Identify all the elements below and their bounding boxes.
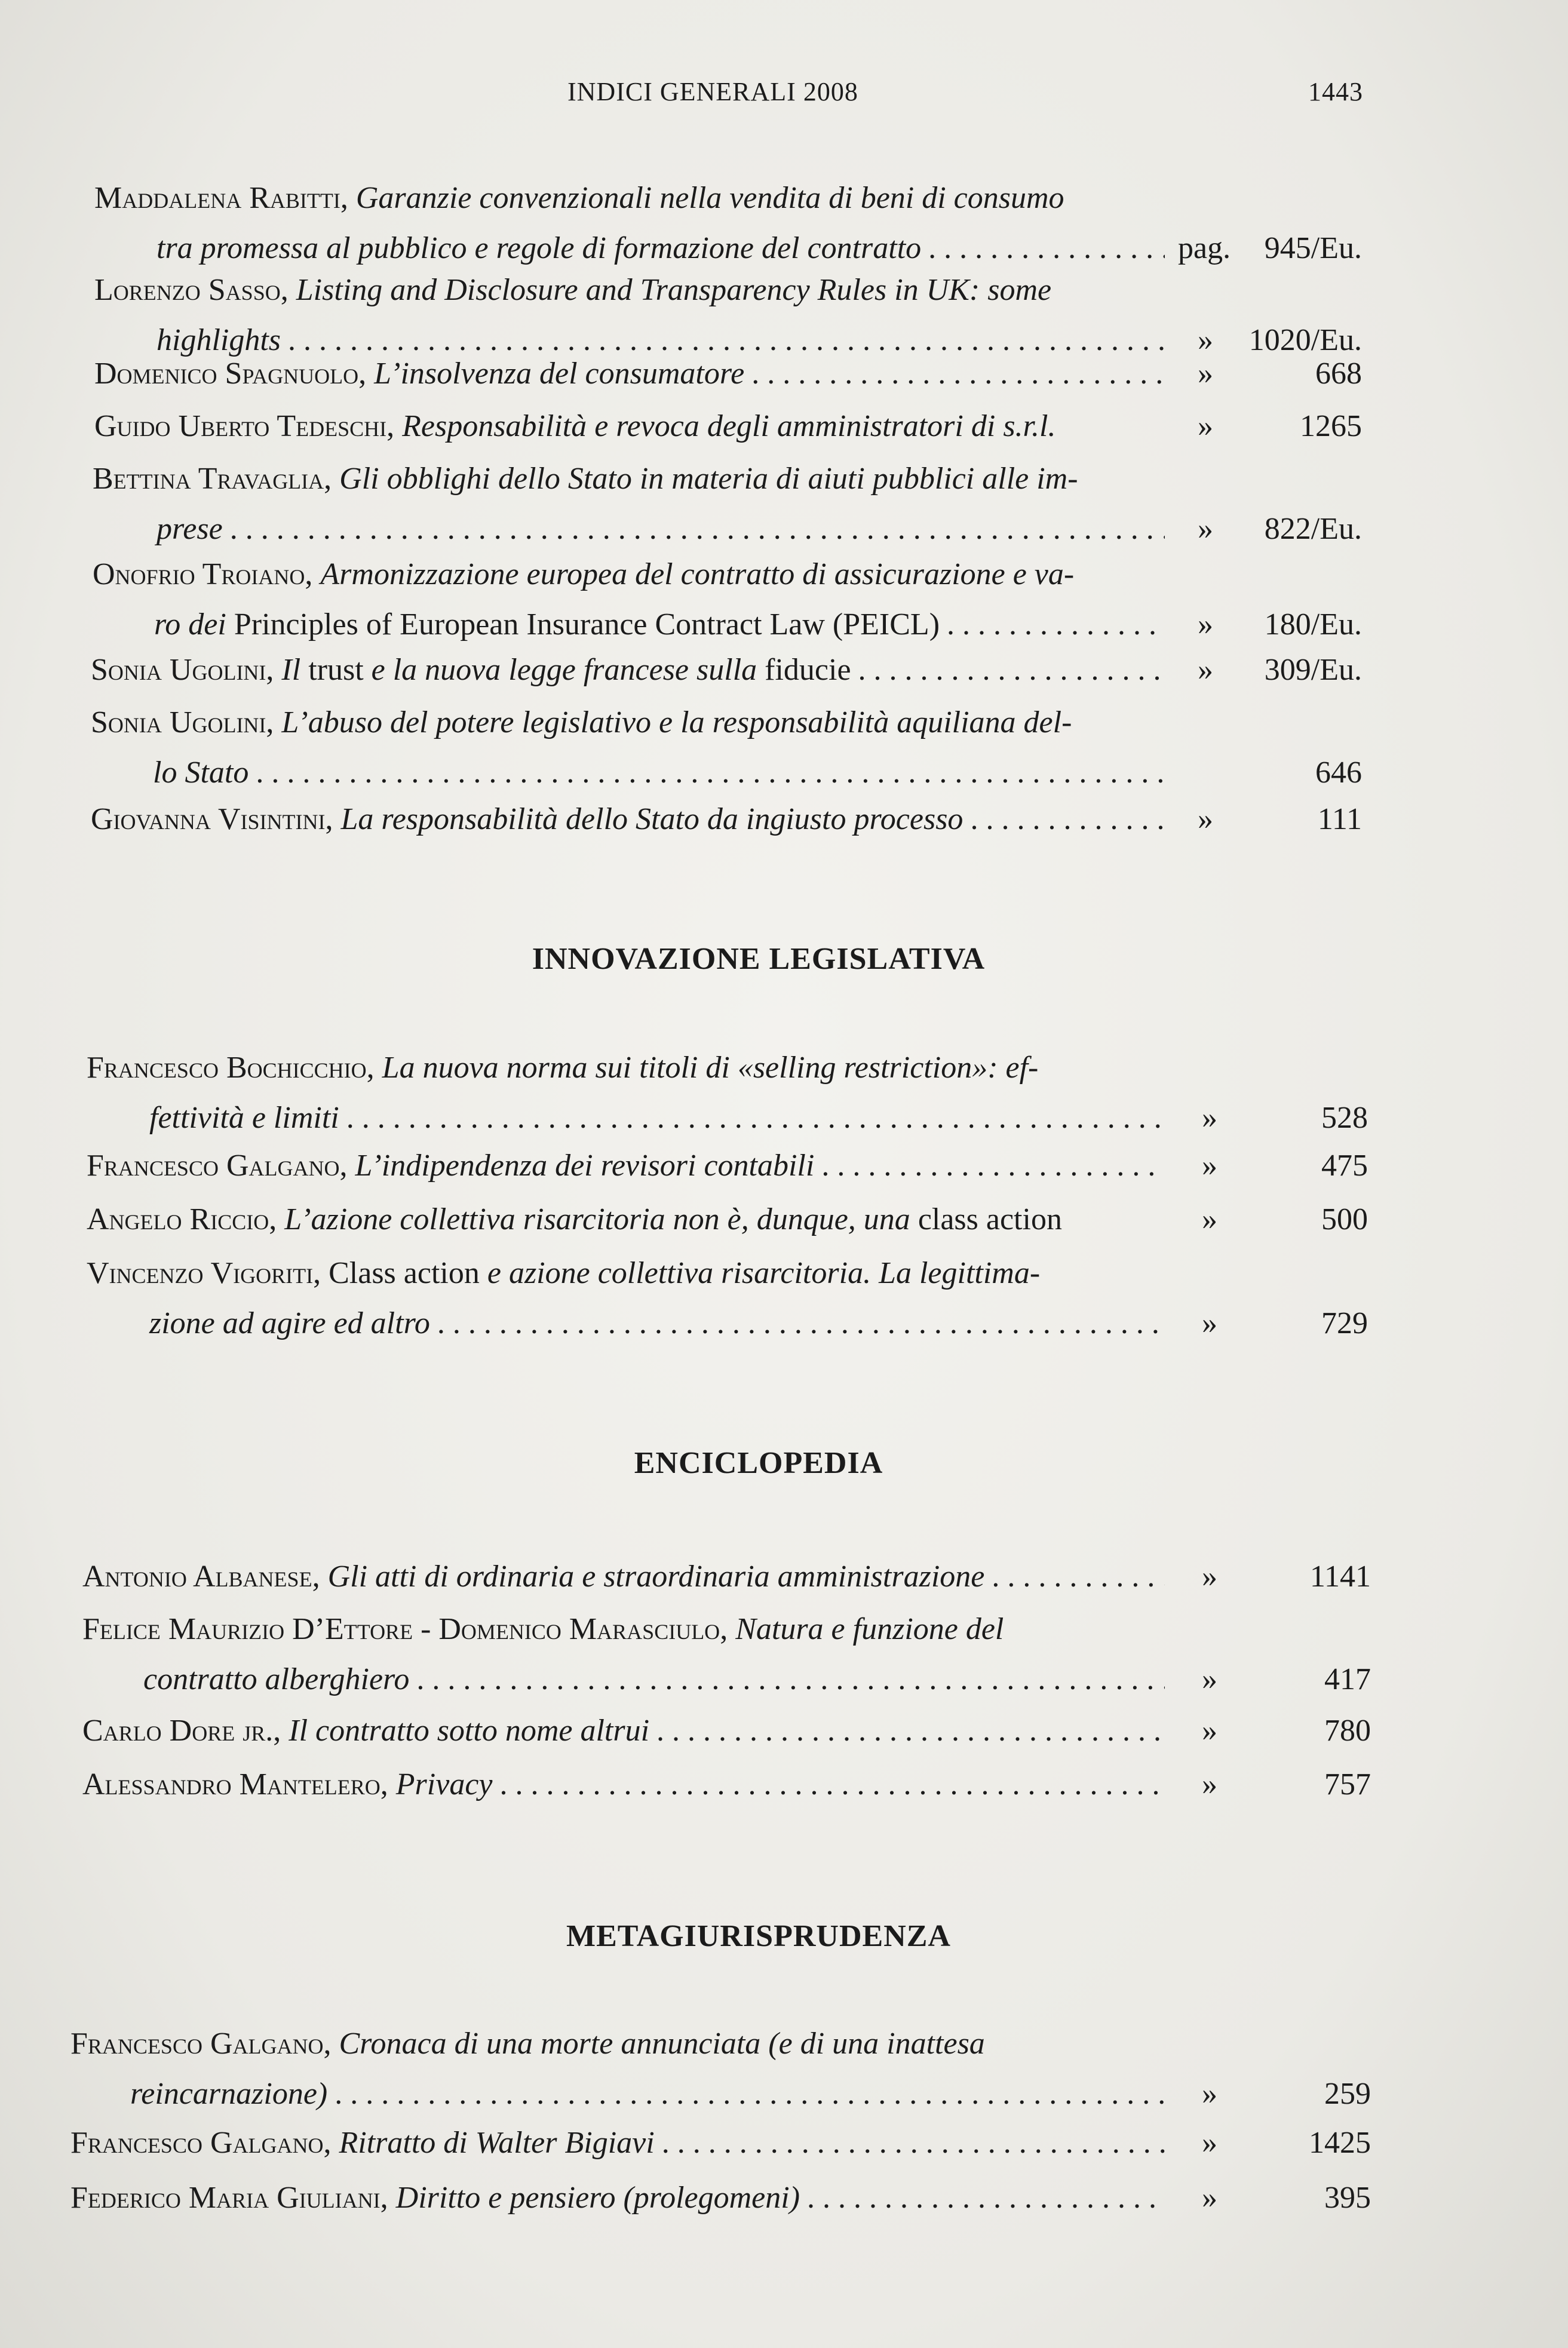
page-number: 668	[1315, 357, 1362, 391]
entry-title-continuation: lo Stato	[153, 756, 249, 790]
entry-title: Armonizzazione europea del contratto di assicurazione e va-	[320, 557, 1075, 591]
entry-title: Privacy	[395, 1767, 493, 1801]
entry-author: Onofrio Troiano	[93, 557, 305, 591]
entry-author: Alessandro Mantelero	[82, 1767, 381, 1801]
index-entry: Lorenzo Sasso, Listing and Disclosure and Transparency Rules in UK: some highlights . . . » 1020/Eu.	[0, 265, 1568, 366]
entry-title-continuation: highlights	[157, 323, 281, 357]
section-heading: INNOVAZIONE LEGISLATIVA	[532, 942, 986, 976]
leader-dots	[821, 1141, 1165, 1191]
page-reference-marker: »	[1202, 1101, 1217, 1135]
leader-dots	[992, 1552, 1165, 1602]
entry-author: Angelo Riccio	[87, 1202, 269, 1236]
page-reference-marker: »	[1202, 2077, 1217, 2111]
page-reference-marker: »	[1202, 1714, 1217, 1748]
entry-title-continuation: reincarnazione)	[130, 2077, 328, 2111]
entry-title-continuation: fettività e limiti	[149, 1101, 339, 1135]
index-entry: Onofrio Troiano, Armonizzazione europea del contratto di assicurazione e va- ro dei Principles of European Insurance Contract Law (PEICL) . . . » 180/Eu.	[0, 550, 1568, 650]
page-number: 1425	[1309, 2126, 1371, 2160]
page-number: 475	[1321, 1149, 1368, 1183]
page-reference-marker: »	[1202, 1202, 1217, 1236]
leader-dots	[256, 748, 1165, 798]
page-reference-marker: »	[1202, 1149, 1217, 1183]
page-reference-marker: »	[1202, 2126, 1217, 2160]
page-number: 417	[1324, 1662, 1371, 1696]
entry-author: Federico Maria Giuliani	[70, 2181, 381, 2215]
leader-dots	[346, 1093, 1165, 1143]
entry-title-part: Il	[281, 653, 301, 687]
leader-dots	[656, 1706, 1165, 1756]
index-entry: Francesco Galgano, Cronaca di una morte annunciata (e di una inattesa reincarnazione) . . . » 259	[0, 2019, 1568, 2119]
page-number: 780	[1324, 1714, 1371, 1748]
entry-author: Antonio Albanese	[82, 1560, 312, 1594]
page-reference-marker: »	[1198, 607, 1213, 642]
page-reference-marker: »	[1198, 802, 1213, 836]
entry-author: Francesco Bochicchio	[87, 1051, 367, 1085]
index-entry: Francesco Galgano, Ritratto di Walter Bigiavi . . . » 1425	[0, 2118, 1568, 2168]
page-reference-marker: »	[1198, 323, 1213, 357]
index-entry: Domenico Spagnuolo, L’insolvenza del consumatore . . . » 668	[0, 349, 1568, 399]
entry-title: La nuova norma sui titoli di «selling restriction»: ef-	[382, 1051, 1039, 1085]
index-entry: Carlo Dore jr., Il contratto sotto nome altrui . . . » 780	[0, 1706, 1568, 1756]
entry-title-roman: trust	[308, 653, 364, 687]
index-entry: Francesco Bochicchio, La nuova norma sui titoli di «selling restriction»: ef- fettività e limiti . . . » 528	[0, 1043, 1568, 1143]
leader-dots	[662, 2118, 1165, 2168]
page-reference-marker: »	[1202, 1560, 1217, 1594]
entry-author: Vincenzo Vigoriti	[87, 1256, 314, 1290]
entry-author: Francesco Galgano	[87, 1149, 340, 1183]
page-number: 500	[1321, 1202, 1368, 1236]
running-head	[0, 76, 1568, 118]
page-number: 180/Eu.	[1264, 607, 1362, 642]
leader-dots	[335, 2069, 1165, 2119]
page-number: 646	[1315, 756, 1362, 790]
page-reference-marker: »	[1198, 409, 1213, 443]
page-reference-marker: »	[1202, 1767, 1217, 1801]
page-reference-marker: »	[1202, 1306, 1217, 1340]
entry-author: Sonia Ugolini	[91, 653, 266, 687]
index-entry: Maddalena Rabitti, Garanzie convenzionali nella vendita di beni di consumo tra promessa al pubblico e regole di formazione del contratto . . . pag. 945/Eu.	[0, 173, 1568, 274]
entry-author: Carlo Dore jr.	[82, 1714, 274, 1748]
entry-author: Maddalena Rabitti	[94, 181, 340, 215]
page-number: 1141	[1309, 1560, 1371, 1594]
entry-title: Ritratto di Walter Bigiavi	[339, 2126, 655, 2160]
page-reference-marker: »	[1202, 2181, 1217, 2215]
page-number: 729	[1321, 1306, 1368, 1340]
leader-dots	[416, 1655, 1165, 1705]
entry-title-continuation: contratto alberghiero	[143, 1662, 410, 1696]
entry-title-continuation: ro dei	[154, 607, 226, 642]
index-entry: Felice Maurizio D’Ettore - Domenico Marasciulo, Natura e funzione del contratto alberghiero . . . » 417	[0, 1604, 1568, 1705]
index-entry: Vincenzo Vigoriti, Class action e azione collettiva risarcitoria. La legittima- zione ad agire ed altro . . . » 729	[0, 1248, 1568, 1349]
index-entry: Sonia Ugolini, Il trust e la nuova legge francese sulla fiducie . . . » 309/Eu.	[0, 645, 1568, 695]
index-entry: Alessandro Mantelero, Privacy . . . » 757	[0, 1760, 1568, 1810]
leader-dots	[230, 504, 1165, 554]
leader-dots	[499, 1760, 1165, 1810]
page-reference-marker: pag.	[1178, 231, 1231, 265]
entry-title-part: e la nuova legge francese sulla	[371, 653, 757, 687]
entry-title-roman: class action	[918, 1202, 1062, 1236]
page-reference-marker: »	[1198, 357, 1213, 391]
leader-dots	[947, 600, 1165, 650]
entry-author: Felice Maurizio D’Ettore - Domenico Marasciulo	[82, 1612, 720, 1646]
entry-title-continuation: tra promessa al pubblico e regole di formazione del contratto	[157, 231, 922, 265]
entry-author: Sonia Ugolini	[91, 705, 266, 739]
entry-title: La responsabilità dello Stato da ingiusto processo	[340, 802, 963, 836]
entry-title: Il contratto sotto nome altrui	[289, 1714, 650, 1748]
page-number: 757	[1324, 1767, 1371, 1801]
entry-author: Domenico Spagnuolo	[94, 357, 359, 391]
entry-title: L’insolvenza del consumatore	[374, 357, 745, 391]
index-entry: Antonio Albanese, Gli atti di ordinaria e straordinaria amministrazione . . . » 1141	[0, 1552, 1568, 1602]
entry-author: Giovanna Visintini	[91, 802, 326, 836]
entry-title-continuation: zione ad agire ed altro	[149, 1306, 430, 1340]
page-number: 259	[1324, 2077, 1371, 2111]
page-number: 395	[1324, 2181, 1371, 2215]
entry-title: Responsabilità e revoca degli amministratori di s.r.l.	[402, 409, 1056, 443]
entry-title: Gli atti di ordinaria e straordinaria amministrazione	[327, 1560, 985, 1594]
entry-title: Listing and Disclosure and Transparency Rules in UK: some	[296, 273, 1052, 307]
running-head-page-number: 1443	[1308, 77, 1363, 106]
leader-dots	[751, 349, 1165, 399]
entry-title-continuation: prese	[157, 512, 223, 546]
index-entry: Giovanna Visintini, La responsabilità dello Stato da ingiusto processo . . . » 111	[0, 794, 1568, 845]
section-heading: METAGIURISPRUDENZA	[566, 1919, 951, 1953]
leader-dots	[807, 2173, 1165, 2223]
entry-author: Francesco Galgano	[70, 2126, 324, 2160]
page-number: 1020/Eu.	[1248, 323, 1362, 357]
entry-author: Guido Uberto Tedeschi	[94, 409, 387, 443]
leader-dots	[858, 645, 1165, 695]
page-reference-marker: »	[1202, 1662, 1217, 1696]
leader-dots	[970, 794, 1165, 845]
index-entry: Guido Uberto Tedeschi, Responsabilità e revoca degli amministratori di s.r.l. » 1265	[0, 401, 1568, 452]
entry-title-roman: Principles of European Insurance Contract Law (PEICL)	[234, 607, 940, 642]
entry-title-roman: Class action	[329, 1256, 480, 1290]
entry-author: Francesco Galgano	[70, 2027, 324, 2061]
leader-dots	[437, 1299, 1165, 1349]
entry-title: L’abuso del potere legislativo e la responsabilità aquiliana del-	[281, 705, 1072, 739]
section-heading: ENCICLOPEDIA	[634, 1446, 883, 1480]
index-entry: Federico Maria Giuliani, Diritto e pensiero (prolegomeni) . . . » 395	[0, 2173, 1568, 2223]
page-number: 528	[1321, 1101, 1368, 1135]
index-entry: Angelo Riccio, L’azione collettiva risarcitoria non è, dunque, una class action » 500	[0, 1195, 1568, 1245]
entry-title: L’indipendenza dei revisori contabili	[355, 1149, 815, 1183]
page-reference-marker: »	[1198, 653, 1213, 687]
page-number: 1265	[1300, 409, 1362, 443]
entry-author: Bettina Travaglia	[93, 462, 324, 496]
entry-title-roman: fiducie	[765, 653, 851, 687]
entry-title: Gli obblighi dello Stato in materia di aiuti pubblici alle im-	[339, 462, 1078, 496]
entry-title: Diritto e pensiero (prolegomeni)	[395, 2181, 800, 2215]
entry-author: Lorenzo Sasso	[94, 273, 281, 307]
entry-title: Natura e funzione del	[735, 1612, 1004, 1646]
index-entry: Bettina Travaglia, Gli obblighi dello Stato in materia di aiuti pubblici alle im- prese . . . » 822/Eu.	[0, 454, 1568, 554]
entry-title: Garanzie convenzionali nella vendita di beni di consumo	[355, 181, 1064, 215]
page-number: 945/Eu.	[1264, 231, 1362, 265]
page-number: 822/Eu.	[1264, 512, 1362, 546]
page-number: 111	[1317, 802, 1362, 836]
page-number: 309/Eu.	[1264, 653, 1362, 687]
entry-title: L’azione collettiva risarcitoria non è, dunque, una	[284, 1202, 910, 1236]
entry-title: e azione collettiva risarcitoria. La legittima-	[487, 1256, 1041, 1290]
page-reference-marker: »	[1198, 512, 1213, 546]
entry-title: Cronaca di una morte annunciata (e di una inattesa	[339, 2027, 985, 2061]
index-entry: Francesco Galgano, L’indipendenza dei revisori contabili . . . » 475	[0, 1141, 1568, 1191]
index-entry: Sonia Ugolini, L’abuso del potere legislativo e la responsabilità aquiliana del- lo Stato . . . 646	[0, 698, 1568, 798]
running-head-title: INDICI GENERALI 2008	[567, 77, 858, 106]
